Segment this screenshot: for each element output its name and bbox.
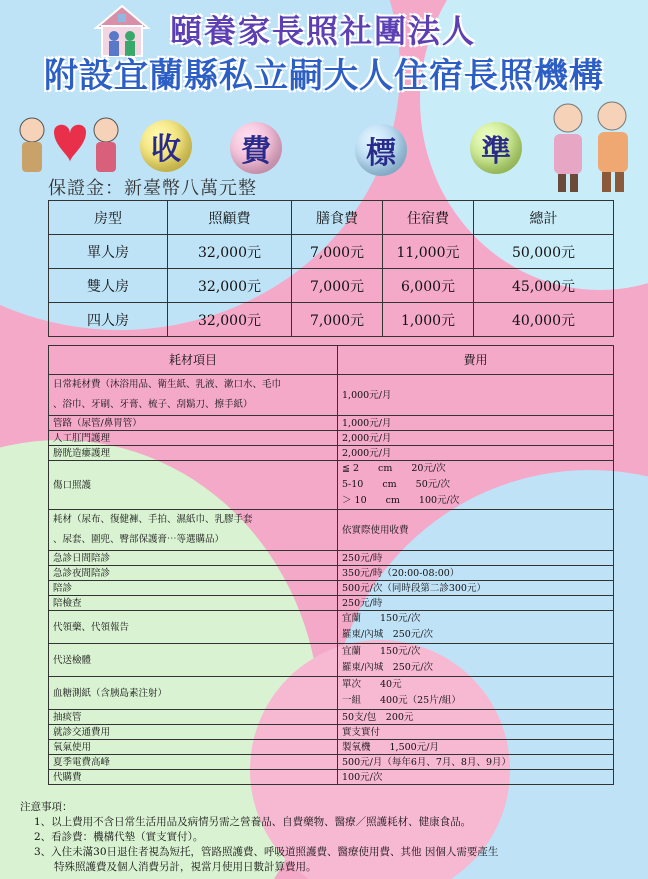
title-line-2: 附設宜蘭縣私立嗣大人住宿長照機構 <box>44 56 604 96</box>
item-text: 日常耗材費（沐浴用品、衛生紙、乳液、漱口水、毛巾 <box>53 379 282 390</box>
table-row <box>49 446 614 461</box>
fee-text: 250元/時 <box>342 597 383 609</box>
fee-text: 1,000元/月 <box>342 389 392 401</box>
fee-text: 500元/月（每年6月、7月、8月、9月） <box>342 756 512 768</box>
fee-cell <box>338 431 614 446</box>
fee-text: 2,000元/月 <box>342 447 392 459</box>
item-cell <box>49 725 338 740</box>
fee-text: 宜蘭 150元/次 <box>342 613 421 624</box>
fee-cell <box>338 755 614 770</box>
item-cell <box>49 755 338 770</box>
item-cell <box>49 566 338 581</box>
item-cell <box>49 551 338 566</box>
table-cell: 11,000元 <box>383 235 474 269</box>
item-cell <box>49 461 338 510</box>
note-line: 2、看診費：機構代墊（實支實付）。 <box>34 831 204 843</box>
table-cell: 1,000元 <box>383 303 474 337</box>
fee-cell <box>338 644 614 677</box>
note-line: 3、入住未滿30日退住者視為短托，管路照護費、呼吸道照護費、醫療使用費、其他 因個人需要產生 <box>34 846 499 858</box>
fee-char-2: 費 <box>230 122 282 174</box>
item-cell <box>49 770 338 785</box>
item-cell <box>49 677 338 710</box>
notes-section <box>20 800 498 875</box>
item-cell <box>49 416 338 431</box>
notes-title: 注意事項： <box>20 801 73 813</box>
item-cell <box>49 740 338 755</box>
table-row <box>49 551 614 566</box>
fee-cell <box>338 770 614 785</box>
fee-cell <box>338 581 614 596</box>
fee-cell <box>338 677 614 710</box>
fee-text: 一組 400元（25片/組） <box>342 695 461 706</box>
header-cell: 房型 <box>49 201 168 235</box>
fee-text: 依實際使用收費 <box>342 524 409 536</box>
fee-char-4: 準 <box>470 122 522 174</box>
item-cell <box>49 611 338 644</box>
note-line: 特殊照護費及個人消費另計，視當月使用日數計算費用。 <box>54 861 317 873</box>
fee-cell <box>338 596 614 611</box>
fee-cell <box>338 461 614 510</box>
table-row <box>49 644 614 677</box>
table-row <box>49 461 614 510</box>
fee-text: 1,000元/月 <box>342 417 392 429</box>
table-row <box>49 235 614 269</box>
items-table-header <box>49 346 614 375</box>
item-cell <box>49 446 338 461</box>
fee-text: 250元/時 <box>342 552 383 564</box>
deposit-text: 保證金：新臺幣八萬元整 <box>48 178 257 199</box>
item-cell <box>49 431 338 446</box>
fee-cell <box>338 416 614 431</box>
table-cell: 雙人房 <box>49 269 168 303</box>
fee-text: 製氧機 1,500元/月 <box>342 741 439 753</box>
fee-char-1: 收 <box>140 120 192 172</box>
fee-cell <box>338 611 614 644</box>
item-text: 、浴巾、牙刷、牙膏、梳子、刮鬍刀、擦手紙） <box>53 399 253 410</box>
item-cell <box>49 596 338 611</box>
item-text: 代送檢體 <box>53 654 92 666</box>
fee-char-3: 標 <box>355 124 407 176</box>
fee-cell <box>338 725 614 740</box>
item-text: 膀胱造瘻護理 <box>53 447 111 459</box>
item-text: 血糖測紙（含胰島素注射） <box>53 687 168 699</box>
table-row <box>49 416 614 431</box>
table-row <box>49 303 614 337</box>
header-cell: 總計 <box>474 201 614 235</box>
header-cell: 耗材項目 <box>49 346 338 375</box>
table-cell: 四人房 <box>49 303 168 337</box>
item-cell <box>49 581 338 596</box>
item-text: 抽痰管 <box>53 711 82 723</box>
fee-text: 350元/時（20:00-08:00） <box>342 567 460 579</box>
table-row <box>49 740 614 755</box>
header-cell: 照顧費 <box>168 201 292 235</box>
fee-cell <box>338 740 614 755</box>
note-line: 1、以上費用不含日常生活用品及病情另需之營養品、自費藥物、醫療／照護耗材、健康食品。 <box>34 816 472 828</box>
table-row <box>49 269 614 303</box>
item-text: 耗材（尿布、復健褲、手拍、濕紙巾、乳膠手套 <box>53 514 253 525</box>
fee-text: 500元/次（同時段第二診300元） <box>342 582 486 594</box>
fee-text: 50支/包 200元 <box>342 711 414 723</box>
table-cell: 7,000元 <box>292 235 383 269</box>
table-row <box>49 677 614 710</box>
elderly-couple-heart-icon <box>14 112 124 182</box>
item-text: 急診日間陪診 <box>53 552 111 564</box>
item-text: 陪檢查 <box>53 597 82 609</box>
fee-cell <box>338 566 614 581</box>
fee-cell <box>338 510 614 551</box>
table-cell: 32,000元 <box>168 235 292 269</box>
table-row <box>49 770 614 785</box>
fee-cell <box>338 551 614 566</box>
fee-text: ＞ 10 cm 100元/次 <box>342 495 460 506</box>
table-cell: 7,000元 <box>292 269 383 303</box>
fee-text: 羅東/內城 250元/次 <box>342 662 434 673</box>
table-row <box>49 710 614 725</box>
fee-text: 羅東/內城 250元/次 <box>342 629 434 640</box>
table-row <box>49 611 614 644</box>
fee-cell <box>338 446 614 461</box>
fee-cell <box>338 375 614 416</box>
table-row <box>49 431 614 446</box>
consumables-fee-table <box>48 345 614 785</box>
table-row <box>49 596 614 611</box>
table-cell: 40,000元 <box>474 303 614 337</box>
fee-cell <box>338 710 614 725</box>
header-cell: 膳食費 <box>292 201 383 235</box>
item-text: 急診夜間陪診 <box>53 567 111 579</box>
item-text: 人工肛門護理 <box>53 432 111 444</box>
fee-text: 單次 40元 <box>342 679 402 690</box>
table-cell: 32,000元 <box>168 303 292 337</box>
elderly-couple-icon <box>538 96 646 196</box>
table-row <box>49 755 614 770</box>
table-cell: 45,000元 <box>474 269 614 303</box>
items-table-body <box>49 375 614 785</box>
item-text: 代領藥、代領報告 <box>53 621 130 633</box>
table-row <box>49 581 614 596</box>
fee-text: 2,000元/月 <box>342 432 392 444</box>
item-text: 就診交通費用 <box>53 726 111 738</box>
item-text: 陪診 <box>53 582 73 594</box>
item-text: 夏季電費高峰 <box>53 756 111 768</box>
fee-text: 宜蘭 150元/次 <box>342 646 421 657</box>
header-cell: 費用 <box>338 346 614 375</box>
table-row <box>49 375 614 416</box>
item-cell <box>49 375 338 416</box>
item-text: 氧氣使用 <box>53 741 92 753</box>
table-cell: 50,000元 <box>474 235 614 269</box>
item-text: 、尿套、圍兜、臀部保護膏⋯等選購品） <box>53 534 225 545</box>
fee-text: 100元/次 <box>342 771 383 783</box>
title-line-1: 頤養家長照社團法人 <box>170 12 477 50</box>
fee-text: 實支實付 <box>342 726 381 738</box>
table-cell: 6,000元 <box>383 269 474 303</box>
room-table-header <box>49 201 614 235</box>
table-cell: 單人房 <box>49 235 168 269</box>
item-cell <box>49 510 338 551</box>
table-row <box>49 566 614 581</box>
fee-text: 5-10 cm 50元/次 <box>342 479 450 490</box>
room-fee-table <box>48 200 614 337</box>
table-cell: 7,000元 <box>292 303 383 337</box>
table-row <box>49 510 614 551</box>
table-cell: 32,000元 <box>168 269 292 303</box>
header-cell: 住宿費 <box>383 201 474 235</box>
item-text: 傷口照護 <box>53 479 92 491</box>
item-cell <box>49 710 338 725</box>
fee-text: ≦ 2 cm 20元/次 <box>342 463 446 474</box>
item-cell <box>49 644 338 677</box>
item-text: 管路（尿管/鼻胃管） <box>53 417 142 429</box>
item-text: 代購費 <box>53 771 82 783</box>
table-row <box>49 725 614 740</box>
